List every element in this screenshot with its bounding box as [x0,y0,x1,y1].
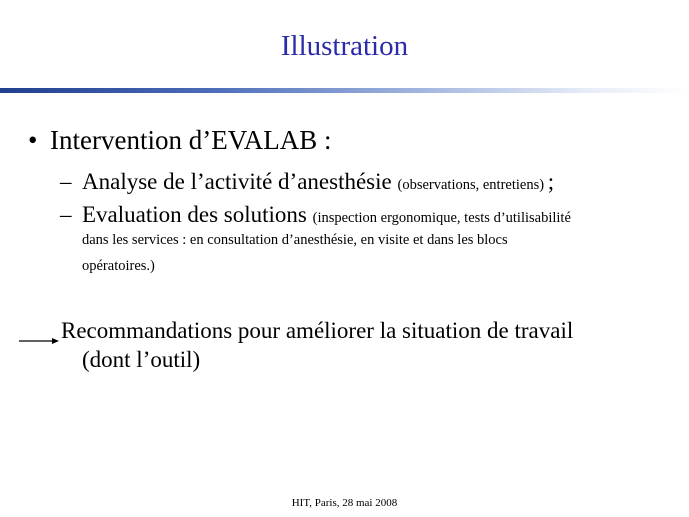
title-divider [0,88,689,93]
recommendation-line1: Recommandations pour améliorer la situation de travail [61,318,574,343]
sub-bullet-evaluation [60,201,571,232]
slide-footer: HIT, Paris, 28 mai 2008 [291,497,398,509]
sub-bullet-evaluation-detail-line2: dans les services : en consultation d’anesthésie, en visite et dans les blocs [82,232,508,248]
sub-bullet-evaluation-detail: (inspection ergonomique, tests d’utilisabilité [312,210,571,226]
main-bullet [28,123,331,157]
sub-bullet-analysis-text: Analyse de l’activité d’anesthésie [82,169,398,194]
bullet-icon: • [28,125,38,155]
slide-title: Illustration [280,30,409,62]
right-arrow-icon [19,336,59,346]
sub-bullet-evaluation-detail-line3: opératoires.) [82,258,155,274]
dash-icon: – [60,169,72,194]
sub-bullet-analysis [60,168,554,199]
main-bullet-text: Intervention d’EVALAB : [50,125,332,155]
sub-bullet-evaluation-text: Evaluation des solutions [82,202,313,227]
sub-bullet-analysis-detail: (observations, entretiens) [397,177,548,193]
dash-icon: – [60,202,72,227]
sub-bullet-analysis-end: ; [547,169,555,194]
recommendation-line2: (dont l’outil) [82,347,201,372]
